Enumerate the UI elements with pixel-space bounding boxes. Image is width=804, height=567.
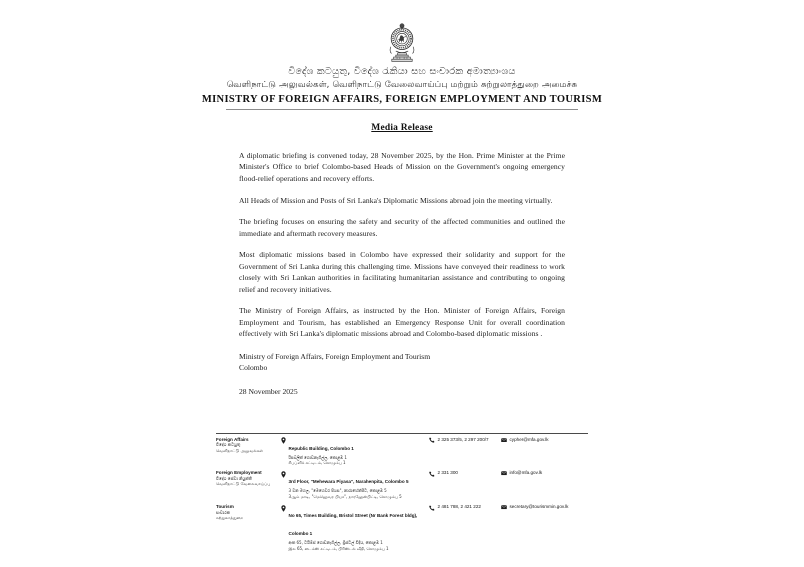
location-pin-icon — [281, 471, 286, 478]
ministry-name-sinhala: විදේශ කටයුතු, විදේශ රැකියා සහ සංචාරක අමාත්‍යාංශය — [288, 66, 516, 77]
phone-number: 2 481 788, 2 421 222 — [437, 504, 481, 510]
telephone-icon — [429, 471, 435, 477]
footer-department-cell — [216, 470, 281, 486]
document-date: 28 November 2025 — [239, 386, 298, 396]
footer-row-foreign-employment — [216, 470, 588, 499]
phone-number: 2 325 373/5, 2 297 200/7 — [437, 436, 489, 442]
footer-email-cell — [501, 437, 588, 443]
signature-city: Colombo — [239, 363, 268, 373]
telephone-icon — [429, 505, 435, 511]
footer-phone-cell — [429, 437, 501, 444]
ministry-name-tamil: வெளிநாட்டு அலுவல்கள், வெளிநாட்டு வேலைவாய்ப்பு மற்றும் சுற்றுலாத்துறை அமைச்சு — [226, 79, 578, 90]
ministry-name-english: MINISTRY OF FOREIGN AFFAIRS, FOREIGN EMPLOYMENT AND TOURISM — [201, 93, 603, 105]
footer-email-cell — [501, 470, 588, 476]
location-pin-icon — [281, 437, 286, 444]
email-address[interactable]: secretary@tourismmin.gov.lk — [509, 504, 569, 510]
envelope-icon — [501, 438, 507, 443]
footer-row-tourism — [216, 504, 588, 551]
department-name-english: Foreign Employment — [216, 470, 262, 476]
address-sinhala: අංක 65, ටයිම්ස් ගොඩනැගිල්ල, බ්‍රිස්ටල් වීදිය, කොළඹ 1 — [288, 540, 383, 546]
footer-phone-cell — [429, 504, 501, 511]
paragraph-3: The briefing focuses on ensuring the safety and security of the affected communities and outlined the immediate and aftermath recovery measures. — [239, 217, 565, 238]
footer-department-cell — [216, 504, 281, 520]
header-divider — [226, 109, 578, 110]
footer-divider — [216, 433, 588, 434]
address-tamil: இல 65, டைம்ஸ் கட்டிடம், பிரிஸ்டல் வீதி, கொழும்பு 1 — [288, 545, 389, 551]
footer-row-foreign-affairs — [216, 437, 588, 466]
department-name-sinhala: සංචාරක — [216, 509, 231, 515]
footer-email-cell — [501, 504, 588, 510]
phone-number: 2 331 300 — [437, 470, 458, 476]
signature-block — [239, 351, 565, 374]
department-name-sinhala: විදේශ කටයුතු — [216, 442, 241, 448]
address-group — [289, 437, 354, 466]
footer-address-cell — [281, 504, 429, 551]
paragraph-4: Most diplomatic missions based in Colombo have expressed their solidarity and support for the Government of Sri Lanka during this challenging time. Missions have conveyed their readiness to work closely with Sri Lankan authorities in facilitating humanitarian assistance and contributing to ongoing relief and recovery initiatives. — [239, 250, 565, 294]
page-title: Media Release — [371, 122, 433, 133]
footer — [0, 433, 804, 551]
department-name-sinhala: විදේශ සේවා නියුක්ති — [216, 476, 253, 482]
address-group — [289, 470, 409, 499]
address-english: No 65, Times Building, Bristol Street (Nr Bank Forest bldg), Colombo 1 — [288, 513, 418, 537]
signature-ministry: Ministry of Foreign Affairs, Foreign Employment and Tourism — [239, 351, 431, 361]
email-address[interactable]: info@mfa.gov.lk — [509, 470, 543, 476]
footer-address-cell — [281, 470, 429, 499]
department-name-english: Foreign Affairs — [216, 436, 249, 442]
paragraph-1: A diplomatic briefing is convened today, 28 November 2025, by the Hon. Prime Minister at the Prime Minister's Office to brief Colombo-based Heads of Mission on the Government's ongoing emergency flood-relief operations and recovery efforts. — [239, 150, 565, 183]
paragraph-5: The Ministry of Foreign Affairs, as instructed by the Hon. Minister of Foreign Affairs, Foreign Employment and Tourism, has established an Emergency Response Unit for overall coordination effectively with Sri Lanka's diplomatic missions abroad and Colombo-based diplomatic missions . — [239, 306, 565, 339]
address-sinhala: 3 වන මහල, "මෙහෙවර පියස", නාරාහේන්පිට, කොළඹ 5 — [288, 488, 387, 494]
department-name-tamil: சுற்றுலாத்துறை — [216, 515, 244, 521]
address-tamil: ரிபப்ளிக் கட்டிடம், கொழும்பு 1 — [288, 460, 346, 466]
emblem-container — [0, 22, 804, 64]
document-body — [239, 150, 565, 396]
telephone-icon — [429, 437, 435, 443]
address-english: Republic Building, Colombo 1 — [288, 445, 354, 451]
envelope-icon — [501, 471, 507, 476]
department-name-tamil: வெளிநாட்டு வேலைவாய்ப்பு — [216, 481, 271, 487]
address-english: 3rd Floor, "Mehewara Piyasa", Narahenpita, Colombo 5 — [288, 479, 409, 485]
footer-contact-table — [216, 437, 588, 551]
department-name-english: Tourism — [216, 504, 234, 510]
paragraph-2: All Heads of Mission and Posts of Sri Lanka's Diplomatic Missions abroad join the meeting virtually. — [239, 195, 553, 205]
letterhead — [0, 0, 804, 110]
address-tamil: 3ஆம் மாடி, "மெஹெவர பியச", நாரஹேன்பிட்டி, கொழும்பு 5 — [288, 493, 402, 499]
address-group — [289, 504, 430, 551]
location-pin-icon — [281, 505, 286, 512]
envelope-icon — [501, 505, 507, 510]
footer-phone-cell — [429, 470, 501, 477]
address-sinhala: රිපබ්ලික් ගොඩනැගිල්ල, කොළඹ 1 — [288, 454, 347, 460]
footer-address-cell — [281, 437, 429, 466]
department-name-tamil: வெளிநாட்டு அலுவல்கள் — [216, 447, 264, 453]
footer-department-cell — [216, 437, 281, 453]
sri-lanka-national-emblem-icon — [383, 22, 421, 64]
email-address[interactable]: cypher@mfa.gov.lk — [509, 436, 549, 442]
